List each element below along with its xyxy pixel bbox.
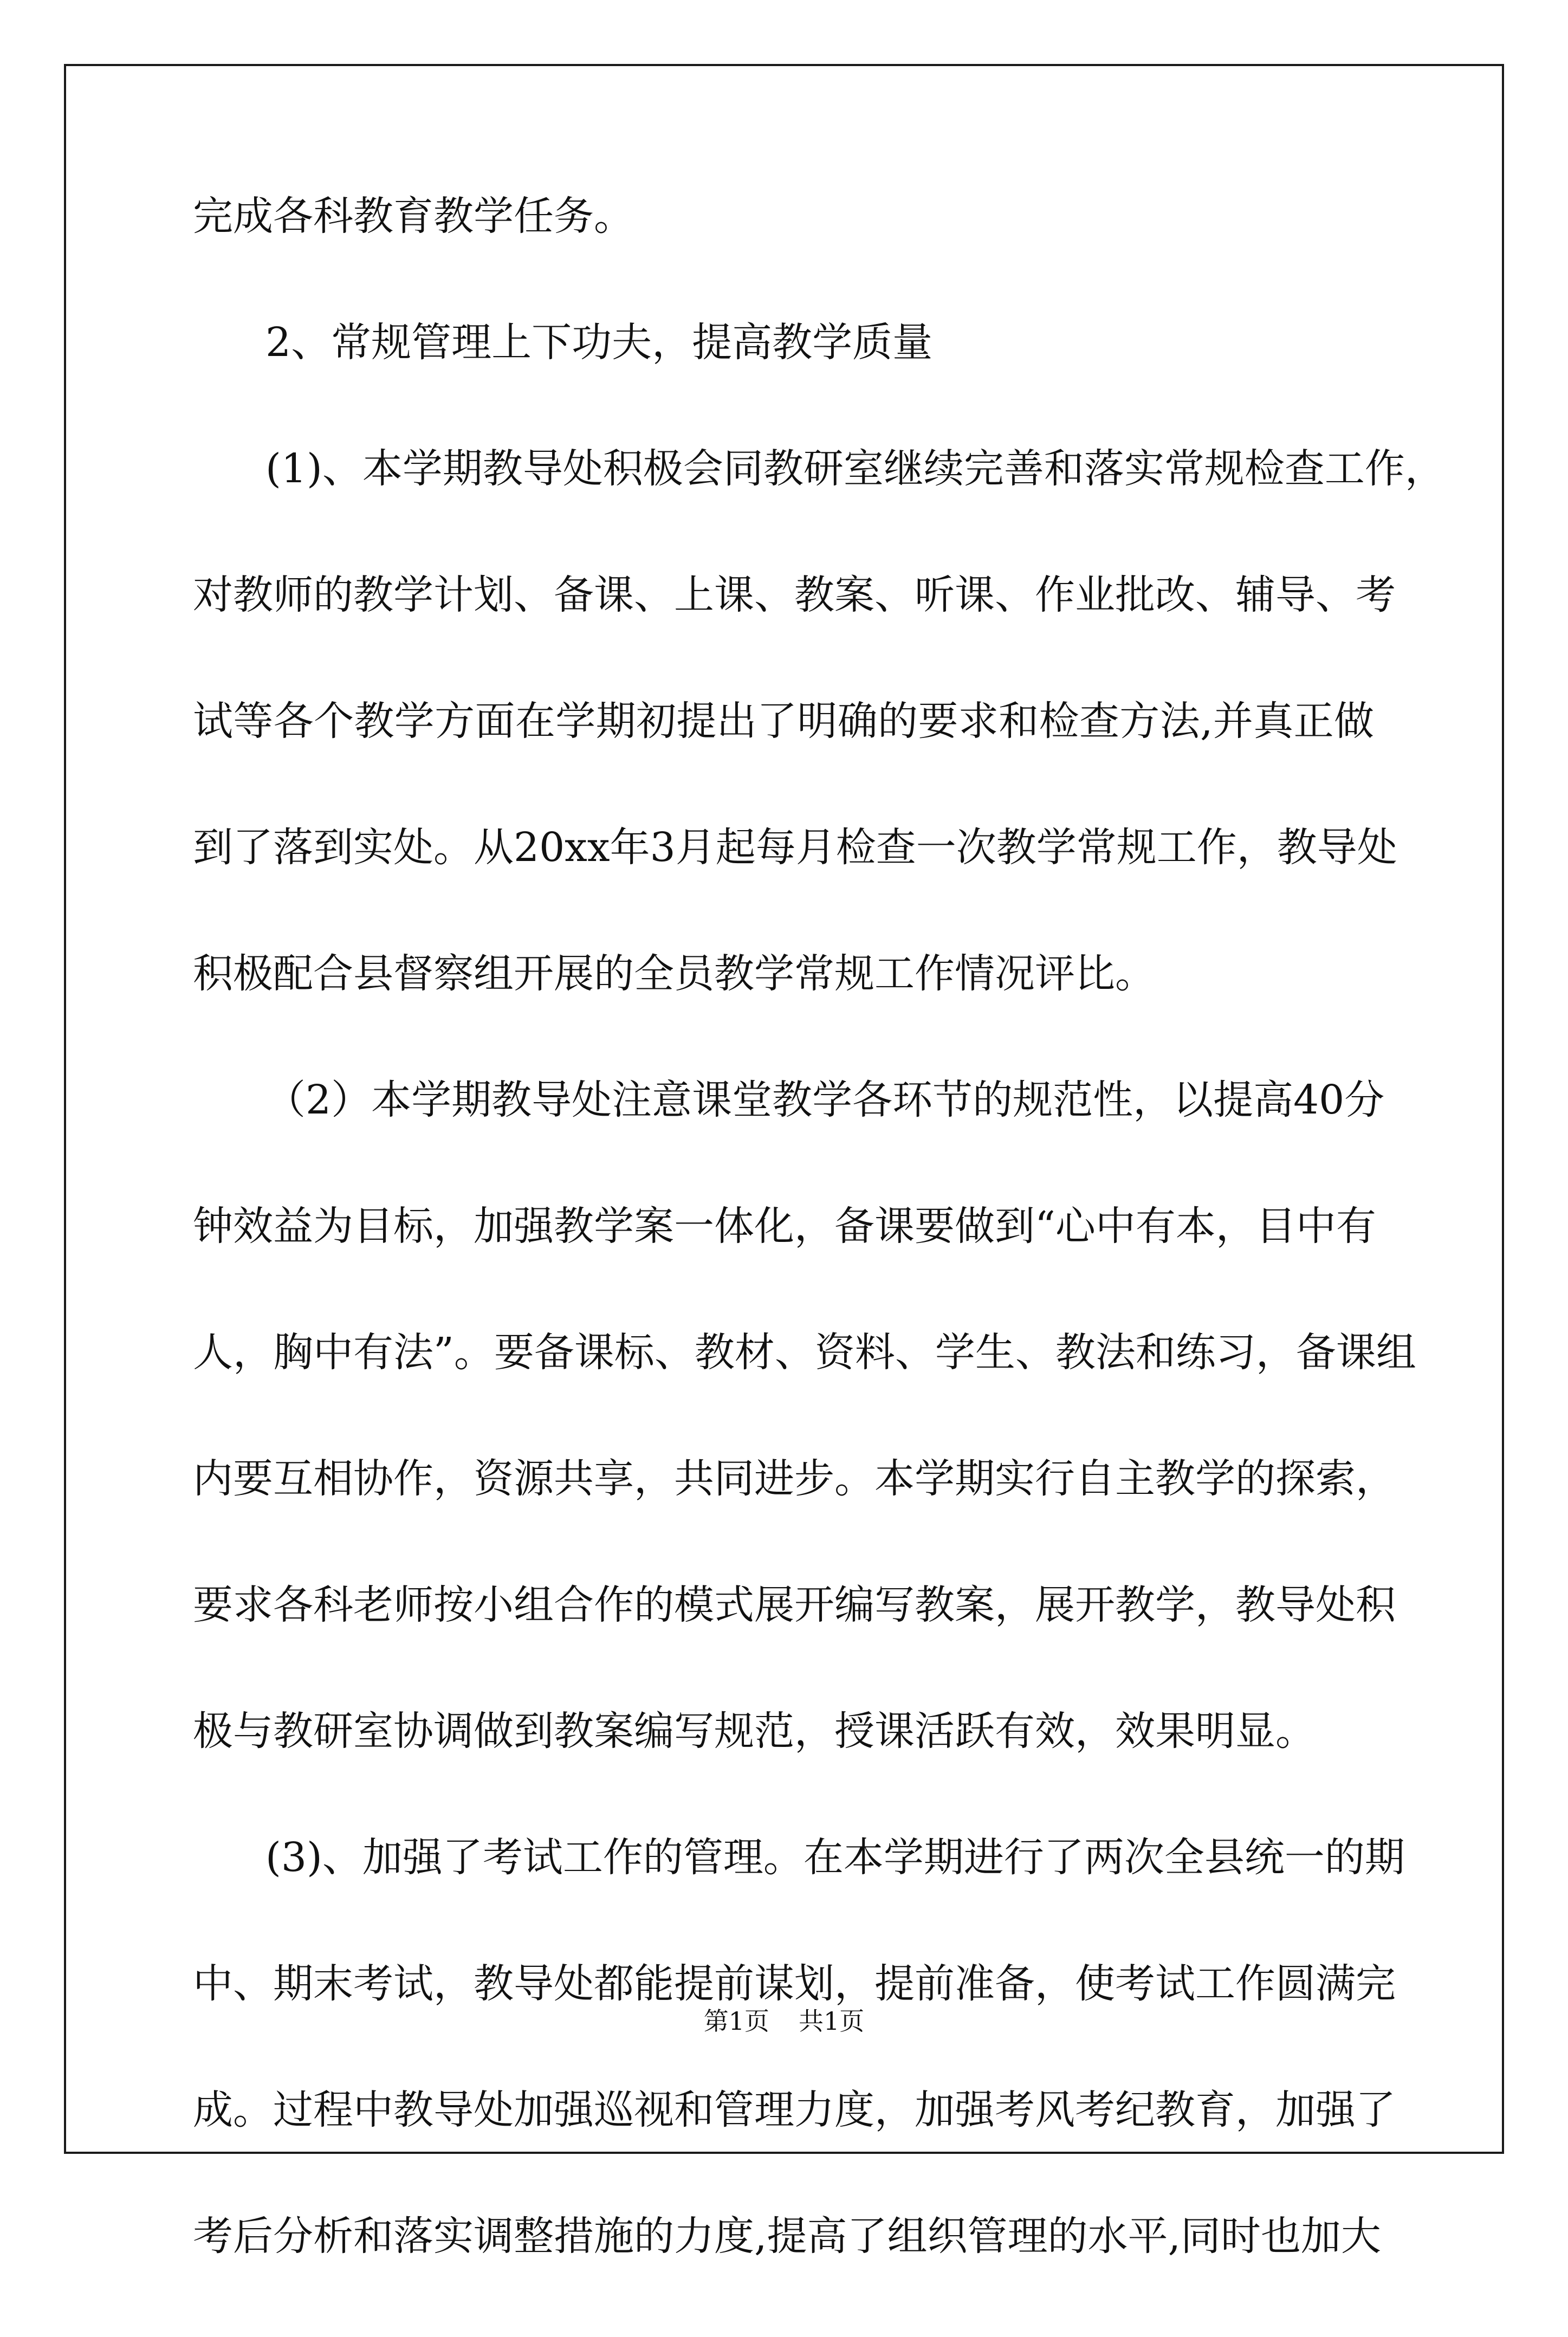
paragraph-line: (1)、本学期教导处积极会同教研室继续完善和落实常规检查工作， — [265, 445, 1445, 492]
paragraph-line: (3)、加强了考试工作的管理。在本学期进行了两次全县统一的期 — [265, 1834, 1405, 1881]
paragraph-line: 考后分析和落实调整措施的力度,提高了组织管理的水平,同时也加大 — [193, 2213, 1382, 2260]
paragraph-line: 中、期末考试，教导处都能提前谋划，提前准备，使考试工作圆满完 — [193, 1960, 1396, 2007]
paragraph-line: 完成各科教育教学任务。 — [193, 193, 634, 239]
paragraph-line: 到了落到实处。从20xx年3月起每月检查一次教学常规工作，教导处 — [193, 824, 1397, 871]
section-heading: 2、常规管理上下功夫，提高教学质量 — [265, 319, 933, 366]
paragraph-line: 极与教研室协调做到教案编写规范，授课活跃有效，效果明显。 — [193, 1708, 1316, 1755]
page-number-total: 共1页 — [799, 2006, 865, 2036]
paragraph-line: （2）本学期教导处注意课堂教学各环节的规范性，以提高40分 — [265, 1077, 1385, 1123]
paragraph-line: 试等各个教学方面在学期初提出了明确的要求和检查方法,并真正做 — [193, 698, 1374, 745]
paragraph-line: 成。过程中教导处加强巡视和管理力度，加强考风考纪教育，加强了 — [193, 2087, 1396, 2133]
paragraph-line: 对教师的教学计划、备课、上课、教案、听课、作业批改、辅导、考 — [193, 572, 1396, 618]
paragraph-line: 积极配合县督察组开展的全员教学常规工作情况评比。 — [193, 950, 1155, 997]
paragraph-line: 要求各科老师按小组合作的模式展开编写教案，展开教学，教导处积 — [193, 1582, 1396, 1628]
paragraph-line: 钟效益为目标，加强教学案一体化，备课要做到“心中有本，目中有 — [193, 1203, 1376, 1250]
page-footer — [0, 2005, 1568, 2037]
paragraph-line: 人，胸中有法”。要备课标、教材、资料、学生、教法和练习，备课组 — [193, 1329, 1416, 1376]
paragraph-line: 内要互相协作，资源共享，共同进步。本学期实行自主教学的探索， — [193, 1455, 1396, 1502]
page-number-current: 第1页 — [703, 2006, 769, 2036]
